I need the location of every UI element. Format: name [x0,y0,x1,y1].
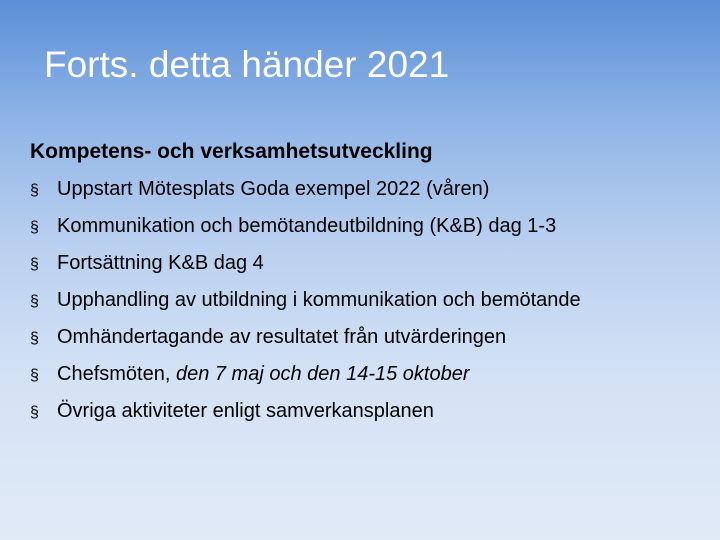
bullet-text: Fortsättning K&B dag 4 [57,252,264,274]
bullet-text-plain: Chefsmöten, [57,363,176,385]
bullet-item [30,324,710,361]
bullet-item [30,361,710,398]
bullet-item [30,176,710,213]
section-heading: Kompetens- och verksamhetsutveckling [30,140,433,163]
bullet-marker-icon: § [30,182,39,199]
slide-title: Forts. detta händer 2021 [44,44,450,85]
bullet-marker-icon: § [30,256,39,273]
bullet-item [30,398,710,435]
bullet-marker-icon: § [30,367,39,384]
bullet-text: Omhändertagande av resultatet från utvärderingen [57,326,507,348]
bullet-item [30,250,710,287]
bullet-marker-icon: § [30,404,39,421]
bullet-text [57,361,470,387]
slide-content [30,140,710,435]
bullet-text-italic: den 7 maj och den 14-15 oktober [175,363,470,385]
bullet-marker-icon: § [30,293,39,310]
bullet-list [30,176,710,435]
bullet-marker-icon: § [30,330,39,347]
bullet-text: Övriga aktiviteter enligt samverkansplanen [57,400,434,422]
bullet-item [30,213,710,250]
bullet-text: Uppstart Mötesplats Goda exempel 2022 (våren) [57,178,490,200]
bullet-marker-icon: § [30,219,39,236]
bullet-text: Kommunikation och bemötandeutbildning (K&B) dag 1-3 [57,215,557,237]
bullet-item [30,287,710,324]
bullet-text: Upphandling av utbildning i kommunikation och bemötande [57,289,581,311]
